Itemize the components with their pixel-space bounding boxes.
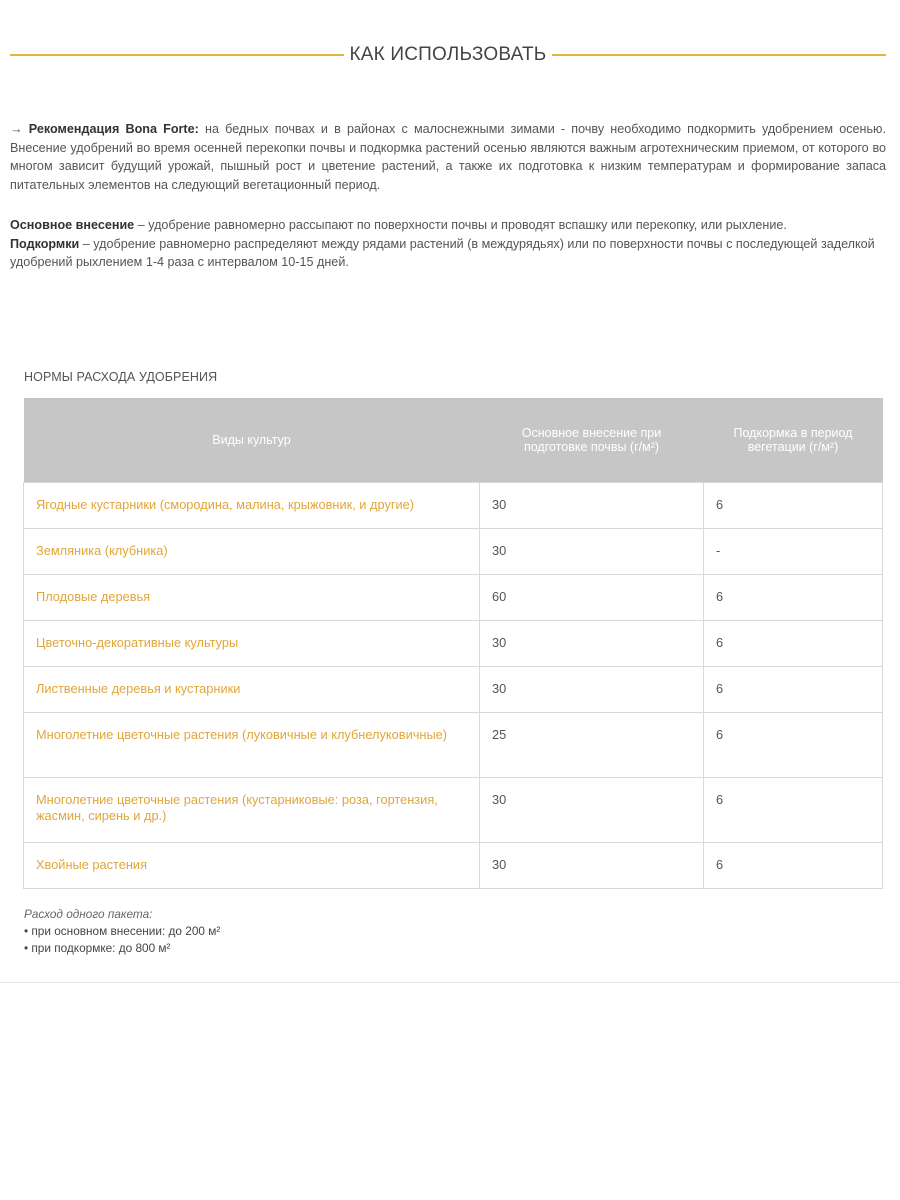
arrow-icon: → xyxy=(10,122,29,136)
main-value-cell: 30 xyxy=(480,620,704,666)
main-application-label: Основное внесение xyxy=(10,218,135,232)
package-usage-item: • при подкормке: до 800 м² xyxy=(24,941,171,955)
main-application-text: – удобрение равномерно рассыпают по поверхности почвы и проводят вспашку или перекопку, или рыхление. xyxy=(134,218,787,232)
recommendation-label: Рекомендация Bona Forte: xyxy=(28,122,199,136)
header-main-application: Основное внесение при подготовке почвы (г/м²) xyxy=(480,398,704,482)
section-title: КАК ИСПОЛЬЗОВАТЬ xyxy=(349,44,547,65)
recommendation-paragraph xyxy=(10,120,886,194)
header-line-left xyxy=(10,54,344,56)
main-value-cell: 30 xyxy=(480,777,704,842)
main-value-cell: 30 xyxy=(480,528,704,574)
norms-table xyxy=(23,398,883,889)
feeding-label: Подкормки xyxy=(10,236,80,251)
feed-value-cell: - xyxy=(704,528,883,574)
package-usage-note xyxy=(24,906,220,957)
main-value-cell: 30 xyxy=(480,482,704,528)
crop-cell: Лиственные деревья и кустарники xyxy=(24,666,480,712)
main-value-cell: 25 xyxy=(480,712,704,777)
header-feeding: Подкормка в период вегетации (г/м²) xyxy=(704,398,883,482)
table-row xyxy=(24,574,883,620)
feed-value-cell: 6 xyxy=(704,842,883,888)
main-value-cell: 60 xyxy=(480,574,704,620)
section-header xyxy=(10,44,886,66)
feeding-line xyxy=(10,235,886,272)
crop-cell: Многолетние цветочные растения (луковичные и клубнелуковичные) xyxy=(24,712,480,777)
crop-cell: Цветочно-декоративные культуры xyxy=(24,620,480,666)
divider xyxy=(0,982,900,983)
table-row xyxy=(24,620,883,666)
feed-value-cell: 6 xyxy=(704,620,883,666)
application-paragraph xyxy=(10,216,886,272)
header-crop-type: Виды культур xyxy=(24,398,480,482)
table-row xyxy=(24,528,883,574)
crop-cell: Земляника (клубника) xyxy=(24,528,480,574)
recommendation-text: на бедных почвах и в районах с малоснежными зимами - почву необходимо подкормить удобрением осенью. Внесение удобрений во время осенней перекопки почвы и подкормка растений осенью являются важным агротехническим приемом, от которого во многом зависит будущий урожай, пышный рост и цветение растений, а также их подготовка к низким температурам и формирование запаса питательных элементов на следующий вегетационный период. xyxy=(10,122,886,192)
table-row xyxy=(24,842,883,888)
feeding-text: – удобрение равномерно распределяют между рядами растений (в междурядьях) или по поверхности почвы с последующей заделкой удобрений рыхлением 1-4 раза с интервалом 10-15 дней. xyxy=(10,236,875,269)
table-row xyxy=(24,482,883,528)
table-row xyxy=(24,712,883,777)
crop-cell: Многолетние цветочные растения (кустарниковые: роза, гортензия, жасмин, сирень и др.) xyxy=(24,777,480,842)
header-line-right xyxy=(552,54,886,56)
table-row xyxy=(24,666,883,712)
table-header-row xyxy=(24,398,883,482)
package-usage-title: Расход одного пакета: xyxy=(24,907,153,921)
main-value-cell: 30 xyxy=(480,842,704,888)
feed-value-cell: 6 xyxy=(704,482,883,528)
main-application-line xyxy=(10,216,886,235)
table-row xyxy=(24,777,883,842)
table-caption: НОРМЫ РАСХОДА УДОБРЕНИЯ xyxy=(24,370,218,384)
feed-value-cell: 6 xyxy=(704,712,883,777)
crop-cell: Ягодные кустарники (смородина, малина, крыжовник, и другие) xyxy=(24,482,480,528)
crop-cell: Плодовые деревья xyxy=(24,574,480,620)
package-usage-item: • при основном внесении: до 200 м² xyxy=(24,924,221,938)
feed-value-cell: 6 xyxy=(704,777,883,842)
feed-value-cell: 6 xyxy=(704,574,883,620)
crop-cell: Хвойные растения xyxy=(24,842,480,888)
main-value-cell: 30 xyxy=(480,666,704,712)
feed-value-cell: 6 xyxy=(704,666,883,712)
